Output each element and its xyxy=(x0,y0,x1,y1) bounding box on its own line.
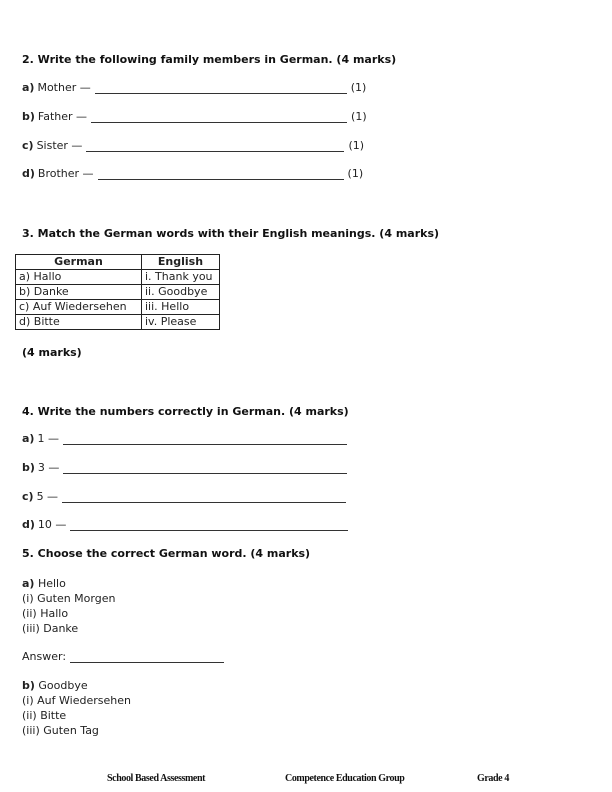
question-letter: d) xyxy=(22,518,35,531)
choice-question-prompt xyxy=(22,576,115,591)
answer-line xyxy=(22,650,228,663)
question-text: Brother — xyxy=(37,167,94,180)
question-letter: b) xyxy=(22,461,35,474)
section-2-heading: 2. Write the following family members in German. (4 marks) xyxy=(22,53,397,66)
question-mark: (1) xyxy=(348,139,365,152)
option-item: (i) Auf Wiedersehen xyxy=(22,694,131,707)
german-cell: d) Bitte xyxy=(16,315,142,330)
answer-blank[interactable] xyxy=(91,111,347,123)
number-question-c xyxy=(22,490,350,503)
question-text: Sister — xyxy=(36,139,83,152)
option-item: (iii) Danke xyxy=(22,622,79,635)
question-letter: b) xyxy=(22,110,35,123)
question-text: 10 — xyxy=(37,518,67,531)
section-4-heading: 4. Write the numbers correctly in German. (4 marks) xyxy=(22,405,349,418)
footer-right: Grade 4 xyxy=(477,773,509,784)
family-question-d xyxy=(22,167,363,180)
footer-left: School Based Assessment xyxy=(107,773,206,784)
choice-question-b xyxy=(22,678,131,738)
table-row xyxy=(16,270,220,285)
answer-blank[interactable] xyxy=(70,519,348,531)
english-cell: iv. Please xyxy=(142,315,220,330)
table-header-row xyxy=(16,255,220,270)
number-question-b xyxy=(22,461,351,474)
section-3-heading: 3. Match the German words with their English meanings. (4 marks) xyxy=(22,227,440,240)
table-row xyxy=(16,315,220,330)
option-item: (ii) Bitte xyxy=(22,709,67,722)
answer-blank[interactable] xyxy=(63,433,347,445)
german-cell: c) Auf Wiedersehen xyxy=(16,300,142,315)
table-row xyxy=(16,300,220,315)
german-cell: a) Hallo xyxy=(16,270,142,285)
question-letter: d) xyxy=(22,167,35,180)
column-header-german: German xyxy=(16,255,142,270)
option-item: (ii) Hallo xyxy=(22,607,69,620)
answer-blank[interactable] xyxy=(86,140,344,152)
question-mark: (1) xyxy=(347,167,364,180)
answer-blank[interactable] xyxy=(98,168,344,180)
answer-blank[interactable] xyxy=(95,82,347,94)
footer-center: Competence Education Group xyxy=(285,773,405,784)
english-cell: i. Thank you xyxy=(142,270,220,285)
answer-label: Answer: xyxy=(22,650,67,663)
matching-table xyxy=(15,254,220,330)
section-5-heading: 5. Choose the correct German word. (4 marks) xyxy=(22,547,311,560)
family-question-b xyxy=(22,110,367,123)
section-3-marks-note: (4 marks) xyxy=(22,346,82,359)
question-text: Father — xyxy=(37,110,88,123)
number-question-d xyxy=(22,518,352,531)
table-row xyxy=(16,285,220,300)
question-letter: c) xyxy=(22,490,34,503)
question-letter: b) xyxy=(22,679,35,692)
question-text: Mother — xyxy=(37,81,91,94)
question-letter: c) xyxy=(22,139,34,152)
option-item: (i) Guten Morgen xyxy=(22,592,116,605)
answer-blank[interactable] xyxy=(70,651,224,663)
question-mark: (1) xyxy=(350,81,367,94)
family-question-c xyxy=(22,139,364,152)
english-cell: ii. Goodbye xyxy=(142,285,220,300)
choice-question-prompt xyxy=(22,678,131,693)
option-item: (iii) Guten Tag xyxy=(22,724,99,737)
question-letter: a) xyxy=(22,432,35,445)
number-question-a xyxy=(22,432,351,445)
english-cell: iii. Hello xyxy=(142,300,220,315)
answer-blank[interactable] xyxy=(63,462,347,474)
question-mark: (1) xyxy=(351,110,367,123)
question-text: 5 — xyxy=(36,490,59,503)
question-text: 1 — xyxy=(37,432,59,445)
question-word: Goodbye xyxy=(38,679,88,692)
german-cell: b) Danke xyxy=(16,285,142,300)
question-text: 3 — xyxy=(37,461,60,474)
family-question-a xyxy=(22,81,366,94)
column-header-english: English xyxy=(142,255,220,270)
question-letter: a) xyxy=(22,577,35,590)
question-word: Hello xyxy=(37,577,66,590)
choice-question-a xyxy=(22,576,115,636)
question-letter: a) xyxy=(22,81,35,94)
answer-blank[interactable] xyxy=(62,491,346,503)
